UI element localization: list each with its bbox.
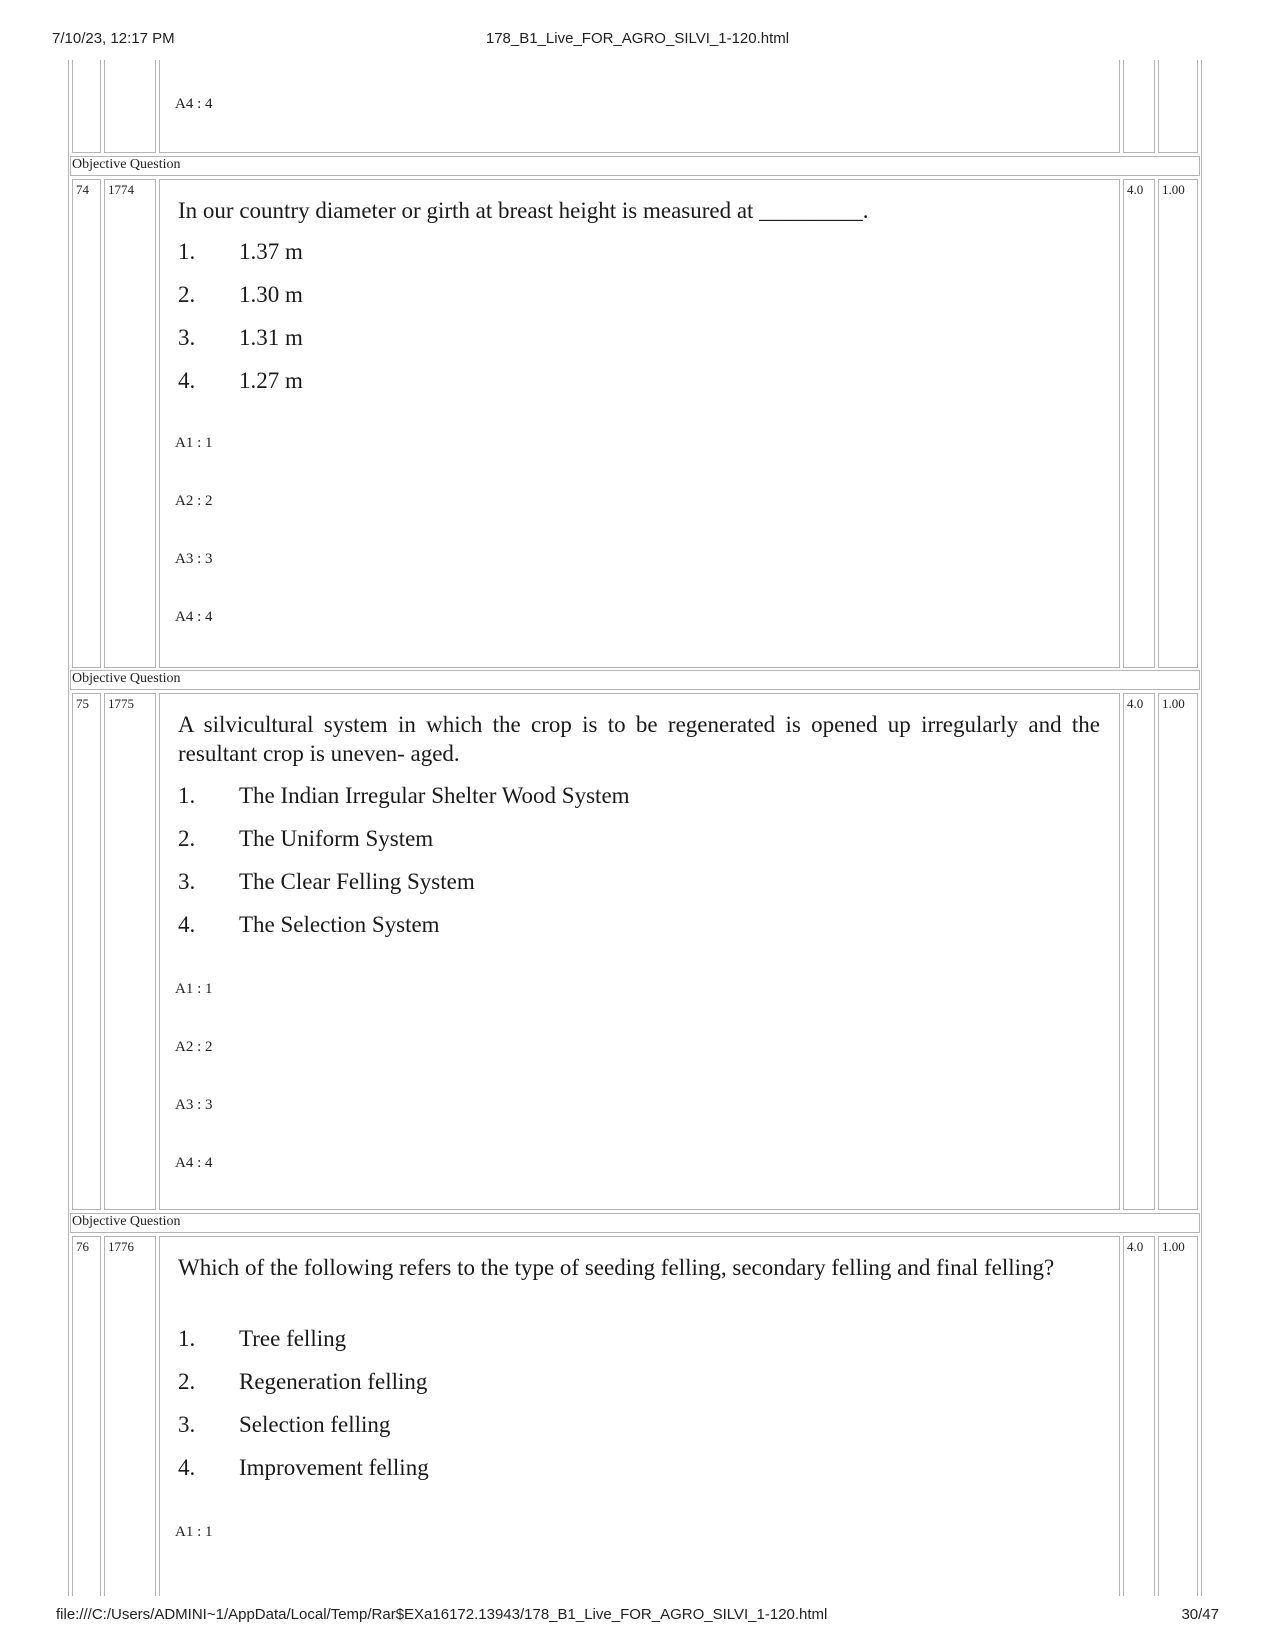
option-number: 2. bbox=[178, 282, 196, 307]
section-label: Objective Question bbox=[72, 1214, 181, 1229]
question-id: 1774 bbox=[108, 182, 134, 197]
marks-cell bbox=[1123, 179, 1155, 668]
print-header bbox=[0, 30, 1275, 50]
option-number: 4. bbox=[178, 912, 196, 937]
option-number: 3. bbox=[178, 325, 196, 350]
sno-cell bbox=[72, 179, 101, 668]
marks-value: 4.0 bbox=[1127, 1239, 1144, 1254]
question-id: 1776 bbox=[108, 1239, 134, 1254]
option-text: The Indian Irregular Shelter Wood System bbox=[239, 783, 630, 808]
qid-cell bbox=[104, 60, 156, 153]
question-cell bbox=[159, 179, 1120, 668]
answer-key: A2 : 2 bbox=[175, 493, 213, 509]
negative-marks-value: 1.00 bbox=[1162, 1239, 1185, 1254]
answer-key: A3 : 3 bbox=[175, 551, 213, 567]
sno-cell bbox=[72, 60, 101, 153]
negative-marks-value: 1.00 bbox=[1162, 182, 1185, 197]
question-text: In our country diameter or girth at breast height is measured at _________. bbox=[178, 198, 869, 223]
option-number: 3. bbox=[178, 1412, 196, 1437]
marks-cell bbox=[1123, 693, 1155, 1210]
option-text: Improvement felling bbox=[239, 1455, 429, 1480]
option-number: 2. bbox=[178, 1369, 196, 1394]
answer-key: A1 : 1 bbox=[175, 1524, 213, 1540]
option-text: 1.31 m bbox=[239, 325, 303, 350]
marks-cell bbox=[1123, 60, 1155, 153]
answer-key: A4 : 4 bbox=[175, 96, 213, 112]
marks-cell bbox=[1123, 1236, 1155, 1596]
file-path: file:///C:/Users/ADMINI~1/AppData/Local/Temp/Rar$EXa16172.13943/178_B1_Live_FOR_AGRO_SILVI_1-120.html bbox=[56, 1606, 828, 1623]
answer-key: A1 : 1 bbox=[175, 981, 213, 997]
question-cell bbox=[159, 60, 1120, 153]
table-border-left bbox=[68, 60, 69, 1596]
section-label-row bbox=[70, 670, 1200, 690]
table-border-right bbox=[1201, 60, 1202, 1596]
question-cell bbox=[159, 693, 1120, 1210]
option-text: The Uniform System bbox=[239, 826, 434, 851]
option-number: 2. bbox=[178, 826, 196, 851]
option-number: 4. bbox=[178, 1455, 196, 1480]
section-label: Objective Question bbox=[72, 671, 181, 686]
question-text: A silvicultural system in which the crop is to be regenerated is opened up irregularly and the resultant crop is uneven- aged. bbox=[178, 712, 1100, 766]
negative-cell bbox=[1158, 693, 1198, 1210]
question-text: Which of the following refers to the type of seeding felling, secondary felling and final felling? bbox=[178, 1255, 1055, 1280]
option-number: 1. bbox=[178, 1326, 196, 1351]
option-text: Regeneration felling bbox=[239, 1369, 428, 1394]
print-footer bbox=[0, 1606, 1275, 1626]
qid-cell bbox=[104, 1236, 156, 1596]
section-label-row bbox=[70, 1213, 1200, 1233]
option-number: 1. bbox=[178, 783, 196, 808]
document-title: 178_B1_Live_FOR_AGRO_SILVI_1-120.html bbox=[485, 30, 790, 47]
option-number: 3. bbox=[178, 869, 196, 894]
question-id: 1775 bbox=[108, 696, 134, 711]
question-serial: 75 bbox=[76, 696, 89, 711]
option-text: 1.30 m bbox=[239, 282, 303, 307]
option-text: Selection felling bbox=[239, 1412, 391, 1437]
negative-marks-value: 1.00 bbox=[1162, 696, 1185, 711]
page-number: 30/47 bbox=[1181, 1606, 1219, 1623]
answer-key: A1 : 1 bbox=[175, 435, 213, 451]
section-label-row bbox=[70, 156, 1200, 176]
question-serial: 76 bbox=[76, 1239, 89, 1254]
sno-cell bbox=[72, 1236, 101, 1596]
answer-key: A2 : 2 bbox=[175, 1039, 213, 1055]
negative-cell bbox=[1158, 1236, 1198, 1596]
question-serial: 74 bbox=[76, 182, 89, 197]
qid-cell bbox=[104, 693, 156, 1210]
answer-key: A4 : 4 bbox=[175, 1155, 213, 1171]
option-number: 4. bbox=[178, 368, 196, 393]
qid-cell bbox=[104, 179, 156, 668]
option-text: The Clear Felling System bbox=[239, 869, 475, 894]
answer-key: A3 : 3 bbox=[175, 1097, 213, 1113]
answer-key: A4 : 4 bbox=[175, 609, 213, 625]
print-datetime: 7/10/23, 12:17 PM bbox=[52, 30, 175, 47]
marks-value: 4.0 bbox=[1127, 696, 1144, 711]
marks-value: 4.0 bbox=[1127, 182, 1144, 197]
option-number: 1. bbox=[178, 239, 196, 264]
sno-cell bbox=[72, 693, 101, 1210]
section-label: Objective Question bbox=[72, 157, 181, 172]
option-text: The Selection System bbox=[239, 912, 440, 937]
option-text: 1.27 m bbox=[239, 368, 303, 393]
option-text: Tree felling bbox=[239, 1326, 347, 1351]
negative-cell bbox=[1158, 60, 1198, 153]
option-text: 1.37 m bbox=[239, 239, 303, 264]
negative-cell bbox=[1158, 179, 1198, 668]
